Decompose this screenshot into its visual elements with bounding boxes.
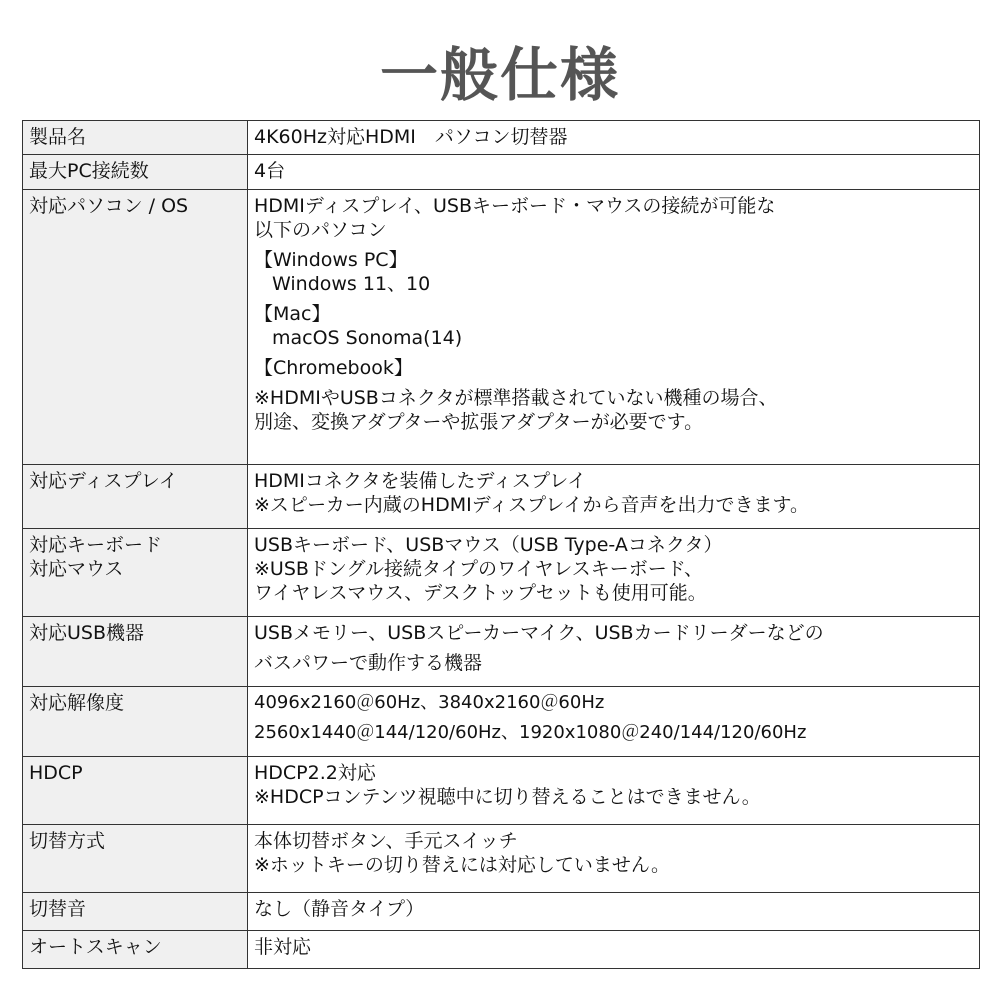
- label-line: 切替音: [29, 898, 87, 920]
- value-line: ※ホットキーの切り替えには対応していません。: [254, 854, 671, 876]
- value-line: USBキーボード、USBマウス（USB Type-Aコネクタ）: [254, 534, 723, 556]
- table-row: [23, 617, 980, 687]
- row-value: [248, 529, 980, 617]
- value-line: ※USBドングル接続タイプのワイヤレスキーボード、: [254, 558, 703, 580]
- row-value: [248, 825, 980, 893]
- row-value: [248, 121, 980, 155]
- page-title: 一般仕様: [379, 41, 620, 109]
- table-row: [23, 155, 980, 190]
- value-line: ※スピーカー内蔵のHDMIディスプレイから音声を出力できます。: [254, 494, 809, 516]
- row-value: [248, 757, 980, 825]
- value-line: HDCP2.2対応: [254, 762, 376, 784]
- row-label: [23, 825, 248, 893]
- os-heading-mac: 【Mac】: [254, 303, 331, 325]
- label-line: オートスキャン: [29, 936, 162, 958]
- row-label: [23, 465, 248, 529]
- label-line: 製品名: [29, 126, 87, 148]
- row-label: [23, 931, 248, 969]
- label-line: 切替方式: [29, 830, 106, 852]
- value-line: USBメモリー、USBスピーカーマイク、USBカードリーダーなどの: [254, 622, 824, 644]
- value-line: 4096x2160＠60Hz、3840x2160＠60Hz: [254, 692, 605, 713]
- table-row: [23, 190, 980, 465]
- row-label: [23, 190, 248, 465]
- label-line: 対応解像度: [29, 692, 125, 714]
- row-value: [248, 465, 980, 529]
- table-row: [23, 121, 980, 155]
- label-line: 対応USB機器: [29, 622, 145, 644]
- spec-table: [22, 120, 980, 969]
- row-label: [23, 893, 248, 931]
- table-row: [23, 757, 980, 825]
- value-line: 非対応: [254, 936, 312, 958]
- row-label: [23, 529, 248, 617]
- value-line: 本体切替ボタン、手元スイッチ: [254, 830, 518, 852]
- os-version-mac: macOS Sonoma(14): [272, 327, 463, 349]
- label-line: 対応キーボード: [29, 534, 163, 556]
- row-value: [248, 190, 980, 465]
- os-heading-chromebook: 【Chromebook】: [254, 357, 413, 379]
- os-heading-windows: 【Windows PC】: [254, 249, 408, 271]
- value-line: ※HDMIやUSBコネクタが標準搭載されていない機種の場合、: [254, 387, 778, 409]
- value-line: 4K60Hz対応HDMI パソコン切替器: [254, 126, 568, 148]
- value-line: HDMIコネクタを装備したディスプレイ: [254, 470, 587, 492]
- value-line: バスパワーで動作する機器: [254, 652, 483, 674]
- row-label: [23, 687, 248, 757]
- value-line: 2560x1440＠144/120/60Hz、1920x1080＠240/144/120/60Hz: [254, 722, 807, 743]
- table-row: [23, 465, 980, 529]
- os-version-windows: Windows 11、10: [272, 273, 431, 295]
- row-value: [248, 617, 980, 687]
- value-line: ワイヤレスマウス、デスクトップセットも使用可能。: [254, 582, 707, 604]
- table-row: [23, 529, 980, 617]
- row-value: [248, 931, 980, 969]
- label-line: 対応パソコン / OS: [29, 195, 189, 217]
- value-line: なし（静音タイプ）: [254, 898, 425, 920]
- value-line: HDMIディスプレイ、USBキーボード・マウスの接続が可能な: [254, 195, 776, 217]
- row-label: [23, 617, 248, 687]
- label-line: 最大PC接続数: [29, 160, 149, 182]
- value-line: ※HDCPコンテンツ視聴中に切り替えることはできません。: [254, 786, 761, 808]
- row-value: [248, 687, 980, 757]
- table-row: [23, 687, 980, 757]
- row-label: [23, 155, 248, 190]
- row-label: [23, 757, 248, 825]
- value-line: 別途、変換アダプターや拡張アダプターが必要です。: [254, 411, 704, 433]
- value-line: 以下のパソコン: [254, 219, 387, 241]
- row-value: [248, 155, 980, 190]
- table-row: [23, 931, 980, 969]
- label-line: 対応マウス: [29, 558, 124, 580]
- label-line: HDCP: [29, 762, 83, 784]
- table-row: [23, 893, 980, 931]
- row-label: [23, 121, 248, 155]
- label-line: 対応ディスプレイ: [29, 470, 178, 492]
- table-row: [23, 825, 980, 893]
- row-value: [248, 893, 980, 931]
- value-line: 4台: [254, 160, 286, 182]
